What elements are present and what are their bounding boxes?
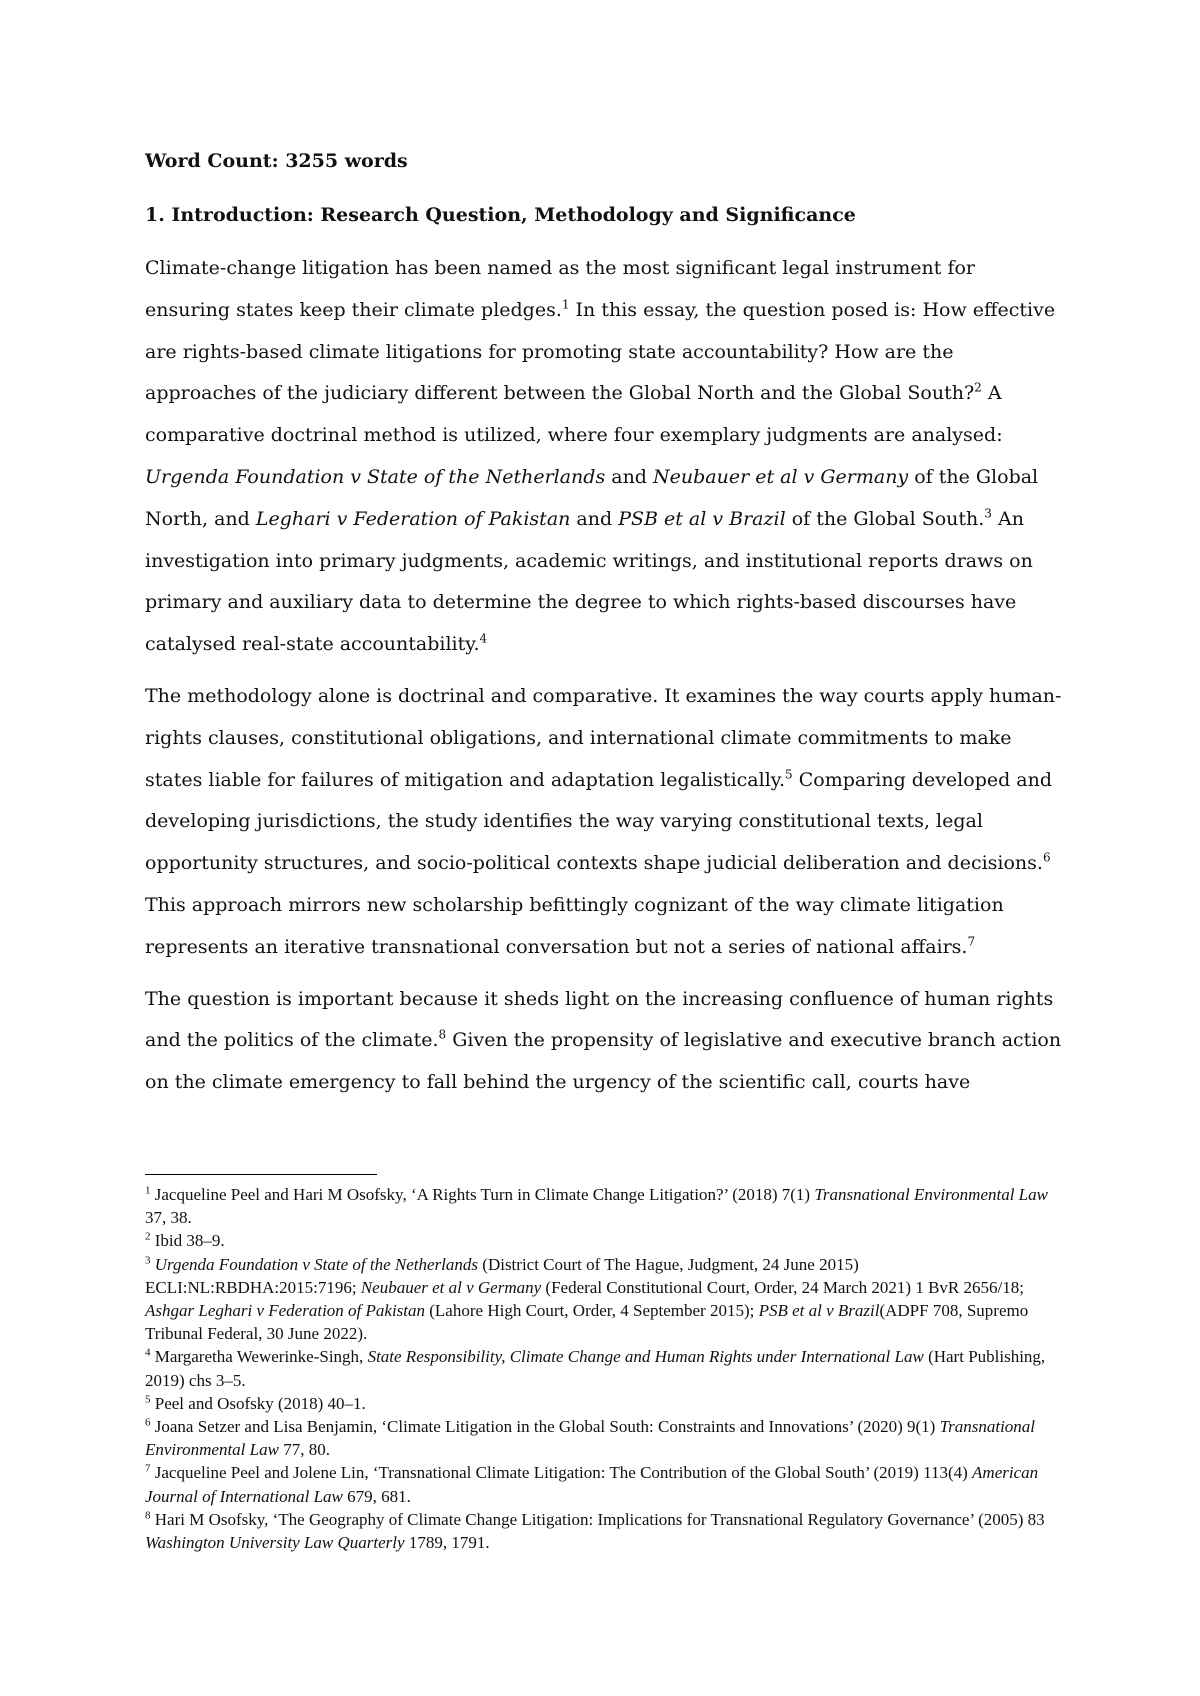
footnote-number: 7 bbox=[145, 1462, 151, 1475]
section-heading: 1. Introduction: Research Question, Methodology and Significance bbox=[145, 204, 856, 226]
footnote-ref[interactable]: 6 bbox=[1042, 850, 1051, 865]
case-name: PSB et al v Brazil bbox=[618, 507, 786, 530]
case-name: Neubauer et al v Germany bbox=[360, 1277, 542, 1297]
case-name: Ashgar Leghari v Federation of Pakistan bbox=[145, 1301, 426, 1321]
journal-title: Transnational Environmental Law bbox=[145, 1417, 1036, 1460]
footnote-ref[interactable]: 3 bbox=[984, 506, 992, 521]
footnote-text: 1789, 1791. bbox=[404, 1533, 490, 1553]
footnote-text: Jacqueline Peel and Hari M Osofsky, ‘A Rights Turn in Climate Change Litigation?’ (2018) 7(1) bbox=[150, 1185, 815, 1204]
text-run: In this essay, the question posed is: How effective are rights-based climate litigations for promoting state accountability? How are the approaches of the judiciary different between the Global North and the Global South? bbox=[145, 298, 1056, 405]
footnote-number: 5 bbox=[145, 1393, 151, 1406]
footnote-number: 1 bbox=[145, 1184, 151, 1197]
journal-title: Washington University Law Quarterly bbox=[145, 1533, 405, 1553]
footnote-text: (District Court of The Hague, Judgment, 24 June 2015) ECLI:NL:RBDHA:2015:7196; bbox=[145, 1254, 859, 1297]
text-run: This approach mirrors new scholarship befittingly cognizant of the way climate litigation represents an iterative transnational conversation but not a series of national affairs. bbox=[145, 893, 1004, 958]
footnote-1 bbox=[145, 1183, 1065, 1229]
footnote-text: (Hart Publishing, 2019) chs 3–5. bbox=[145, 1347, 1046, 1390]
footnote-5 bbox=[145, 1392, 1065, 1415]
text-run: of the Global South. bbox=[785, 507, 985, 530]
footnote-ref[interactable]: 4 bbox=[479, 631, 488, 646]
text-run: The question is important because it sheds light on the increasing confluence of human rights and the politics of the climate. bbox=[145, 987, 1054, 1052]
footnote-number: 4 bbox=[145, 1346, 151, 1359]
case-name: Leghari v Federation of Pakistan bbox=[255, 507, 571, 530]
footnote-number: 6 bbox=[145, 1416, 151, 1429]
footnote-text: Ibid 38–9. bbox=[150, 1231, 225, 1251]
footnote-text: 37, 38. bbox=[145, 1208, 192, 1228]
paragraph-3 bbox=[145, 979, 1065, 1104]
text-run: A comparative doctrinal method is utilized, where four exemplary judgments are analysed: bbox=[145, 382, 1003, 447]
text-run: Comparing developed and developing jurisdictions, the study identifies the way varying constitutional texts, legal opportunity structures, and socio-political contexts shape judicial deliberation and decisions. bbox=[145, 768, 1053, 875]
footnote-2 bbox=[145, 1229, 1065, 1252]
footnote-4 bbox=[145, 1345, 1065, 1391]
text-run: and bbox=[570, 507, 619, 530]
footnote-8 bbox=[145, 1508, 1065, 1554]
footnote-number: 3 bbox=[145, 1253, 151, 1266]
footnote-ref[interactable]: 2 bbox=[974, 381, 982, 396]
text-run: An investigation into primary judgments, academic writings, and institutional reports draws on primary and auxiliary data to determine the degree to which rights-based discourses have catalysed real-state accountability. bbox=[145, 507, 1033, 656]
footnote-text: 77, 80. bbox=[278, 1440, 330, 1460]
text-run: Climate-change litigation has been named as the most significant legal instrument for ensuring states keep their climate pledges. bbox=[145, 257, 975, 321]
footnote-ref[interactable]: 7 bbox=[967, 934, 976, 949]
text-run: The methodology alone is doctrinal and comparative. It examines the way courts apply human-rights clauses, constitutional obligations, and international climate commitments to make states liable for failures of mitigation and adaptation legalistically. bbox=[145, 684, 1062, 791]
footnote-text: Margaretha Wewerinke-Singh, bbox=[150, 1347, 368, 1367]
paragraph-2 bbox=[145, 676, 1065, 969]
book-title: State Responsibility, Climate Change and Human Rights under International Law bbox=[367, 1347, 924, 1367]
text-run: of the Global North, and bbox=[145, 465, 1039, 530]
footnote-text: (ADPF 708, Supremo Tribunal Federal, 30 June 2022). bbox=[145, 1301, 1029, 1344]
footnote-7 bbox=[145, 1461, 1065, 1507]
footnote-text: Joana Setzer and Lisa Benjamin, ‘Climate Litigation in the Global South: Constraints and Innovations’ (2020) 9(1) bbox=[150, 1417, 940, 1437]
footnote-text: Hari M Osofsky, ‘The Geography of Climate Change Litigation: Implications for Transnational Regulatory Governance’ (2005) 83 bbox=[150, 1509, 1045, 1529]
footnote-text: Jacqueline Peel and Jolene Lin, ‘Transnational Climate Litigation: The Contribution of the Global South’ (2019) 113(4) bbox=[150, 1463, 973, 1483]
case-name: Neubauer et al v Germany bbox=[653, 465, 909, 488]
word-count: Word Count: 3255 words bbox=[145, 150, 408, 172]
footnote-ref[interactable]: 8 bbox=[438, 1028, 447, 1043]
text-run: and bbox=[605, 465, 654, 488]
footnotes bbox=[145, 1183, 1065, 1554]
paragraph-1 bbox=[145, 248, 1065, 666]
footnote-text: (Federal Constitutional Court, Order, 24 March 2021) 1 BvR 2656/18; bbox=[541, 1277, 1024, 1297]
footnote-text: 679, 681. bbox=[342, 1486, 411, 1506]
case-name: PSB et al v Brazil bbox=[758, 1301, 880, 1321]
text-run: Given the propensity of legislative and executive branch action on the climate emergency to fall behind the urgency of the scientific call, courts have bbox=[145, 1029, 1062, 1094]
footnote-number: 8 bbox=[145, 1509, 151, 1522]
footnote-6 bbox=[145, 1415, 1065, 1461]
footnote-text: Peel and Osofsky (2018) 40–1. bbox=[150, 1393, 366, 1413]
footnote-ref[interactable]: 1 bbox=[561, 297, 570, 312]
body-text bbox=[145, 146, 1065, 1114]
footnote-number: 2 bbox=[145, 1230, 151, 1243]
footnote-3 bbox=[145, 1253, 1065, 1346]
case-name: Urgenda Foundation v State of the Netherlands bbox=[154, 1254, 479, 1274]
journal-title: Transnational Environmental Law bbox=[814, 1185, 1048, 1204]
footnote-ref[interactable]: 5 bbox=[785, 767, 793, 782]
footnote-separator bbox=[145, 1174, 377, 1175]
case-name: Urgenda Foundation v State of the Netherlands bbox=[145, 465, 606, 488]
journal-title: American Journal of International Law bbox=[145, 1463, 1039, 1506]
footnote-text: (Lahore High Court, Order, 4 September 2015); bbox=[425, 1301, 759, 1321]
